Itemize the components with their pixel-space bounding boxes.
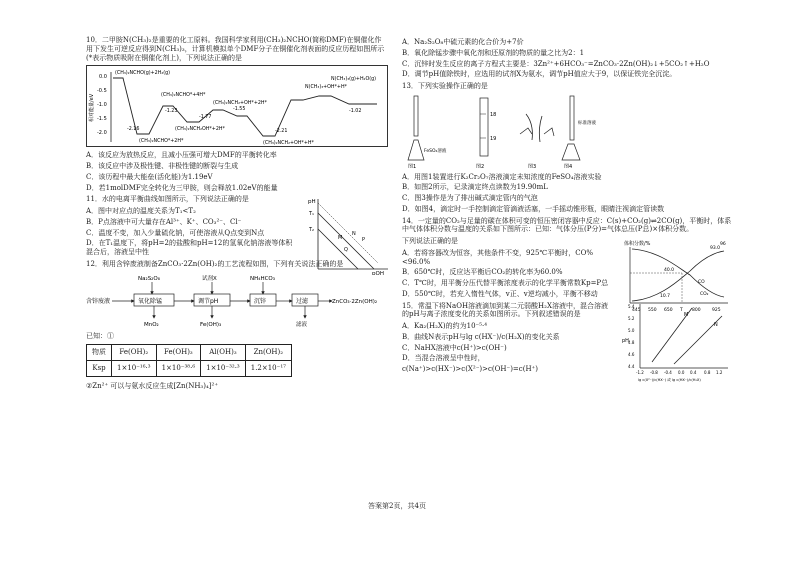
energy-profile-svg: [87, 66, 387, 146]
q14-option-d: D．550℃时，若充入惰性气体，v正、v逆均减小，平衡不移动: [402, 289, 598, 298]
q15-option-b: B．曲线N表示pH与lg c(HX⁻)/c(H₂X)的变化关系: [402, 332, 560, 341]
flow-product: ZnCO₃·2Zn(OH)₂: [332, 298, 378, 305]
flow-step: 调节pH: [198, 297, 219, 305]
chart-label: 40.0: [664, 267, 675, 273]
flow-reagent: 试剂X: [202, 275, 217, 282]
ytick: 0.0: [99, 74, 107, 81]
energy-value: -2.21: [275, 129, 288, 135]
q10-option-d: D．若1molDMF完全转化为三甲胺，则会释放1.02eV的能量: [86, 183, 278, 192]
line-n: N: [714, 321, 718, 328]
point-q: Q: [344, 247, 348, 254]
energy-ylabel: 相对能量/eV: [89, 94, 95, 123]
t2-label: T₂: [309, 227, 315, 234]
xtick: 925: [712, 307, 721, 313]
q15-block: [402, 301, 732, 382]
q15-option-c: C．NaHX溶液中c(H⁺)>c(OH⁻): [402, 343, 507, 352]
q12-option-d: D．调节pH值除铁时，应选用的试剂X为氨水，调节pH值应大于9，以保证铁完全沉淀。: [402, 70, 677, 79]
table-cell: 1.2×10⁻¹⁷: [245, 360, 291, 376]
q13-apparatus-figures: [402, 94, 732, 168]
q12-option-b: B．氧化除锰步骤中氧化剂和还原剂的物质的量之比为2：1: [402, 48, 585, 57]
ytick: 5.0: [628, 327, 635, 333]
fig-caption: 图1: [408, 163, 417, 168]
ytick: 4.6: [628, 351, 635, 357]
chart-label: CO: [698, 279, 705, 285]
fig-caption: 图2: [476, 163, 485, 168]
q13-option-c: C．图3操作是为了排出碱式滴定管内的气泡: [402, 194, 538, 202]
q10-option-a: A．该反应为放热反应，且减小压强可增大DMF的平衡转化率: [86, 151, 277, 160]
xtick: 0.8: [704, 369, 711, 375]
ksp-table: [86, 344, 292, 377]
xtick: 800: [692, 307, 701, 313]
chart-label: CO₂: [700, 291, 709, 297]
xtick: -1.2: [636, 369, 644, 375]
q13-stem: 13．下列实验操作正确的是: [402, 82, 488, 90]
fig-caption: 图4: [564, 163, 573, 168]
ytick: 5.4: [628, 303, 635, 309]
t1-label: T₁: [309, 211, 315, 218]
chart-label: 93.0: [710, 245, 721, 251]
xtick: 1.2: [716, 369, 723, 375]
species-label: (CH₃)₂NCH₂+OH*+H*: [263, 141, 314, 147]
q11-option-b: B．P点溶液中可大量存在Al³⁺、K⁺、CO₃²⁻、Cl⁻: [86, 217, 242, 226]
ytick: 5.2: [628, 315, 635, 321]
chart-xlabel: lg c(X²⁻)/c(HX⁻) 或 lg c(HX⁻)/c(H₂X): [638, 377, 701, 382]
ytick: 4.4: [628, 363, 635, 369]
fig1-label-text: FeSO₄溶液: [424, 148, 447, 154]
xtick: 0.0: [678, 369, 685, 375]
energy-value: -1.02: [349, 109, 362, 115]
energy-value: -2.16: [127, 127, 140, 133]
xtick: 550: [648, 307, 657, 313]
q11-option-d: D．在T₁温度下，将pH=2的盐酸和pH=12的氢氧化钠溶液等体积混合后，溶液呈中性: [86, 239, 293, 256]
ytick: -2.0: [97, 130, 107, 137]
table-header: 物质: [87, 345, 112, 361]
xtick: 445: [632, 307, 641, 313]
chart-ylabel: pH: [622, 337, 629, 344]
xtick: 650: [664, 307, 673, 313]
species-label: N(CH₃)₃(g)+H₂O(g): [331, 77, 377, 83]
q14-ask: 下列说法正确的是: [402, 237, 458, 245]
ytick: -0.5: [97, 88, 107, 95]
right-column: [402, 36, 732, 382]
flow-step: 过滤: [296, 297, 309, 305]
table-cell: 1×10⁻³⁸·⁶: [156, 360, 201, 376]
q11-water-graph: [308, 195, 392, 275]
species-label: (CH₃)₂NCH₂OH*+2H*: [175, 127, 225, 133]
fig2-tick: 18: [490, 111, 497, 118]
energy-value: -1.23: [165, 109, 178, 115]
q15-stem: 15．常温下将NaOH溶液滴加到某二元弱酸H₂X溶液中，混合溶液的pH与离子浓度变化的关系如图所示。下列叙述错误的是: [402, 301, 608, 319]
xtick: -0.4: [664, 369, 672, 375]
chart-label: 10.7: [660, 293, 671, 299]
flow-reagent: Na₂S₂O₈: [138, 275, 160, 282]
flow-start: 含锌废液: [86, 297, 111, 305]
q13-option-b: B．如图2所示，记录滴定终点读数为19.90mL: [402, 183, 548, 192]
ytick: -1.0: [97, 102, 107, 109]
q12-option-a: A．Na₂S₂O₈中硫元素的化合价为+7价: [402, 38, 524, 46]
q15-ph-chart: [622, 302, 732, 382]
page-footer: 答案第2页，共4页: [368, 502, 426, 510]
xtick: T: [680, 307, 683, 313]
table-row: [87, 345, 292, 361]
species-label: (CH₃)₂NCHO*+2H*: [139, 139, 184, 145]
q11-option-a: A．图中对应点的温度关系为T₁<T₂: [86, 207, 196, 215]
q10-option-c: C．该历程中最大能垒(活化能)为1.19eV: [86, 172, 213, 181]
line-m: M: [684, 311, 689, 318]
q12-stem: 12．利用含锌废液制备ZnCO₃·2Zn(OH)₂的工艺流程如图，下列有关说法正确的是: [86, 259, 344, 268]
left-column: [86, 36, 386, 393]
q13-option-d: D．如图4，滴定时一手控制滴定管滴液活塞，一手摇动锥形瓶，眼睛注视滴定管读数: [402, 204, 665, 213]
point-n: N: [352, 231, 356, 238]
graph-xlabel: pOH: [372, 271, 384, 276]
point-p: P: [362, 237, 366, 244]
q15-option-a: A．Ka₂(H₂X)的约为10⁻⁵·⁴: [402, 322, 488, 330]
chart-ylabel: 体积分数/%: [624, 240, 651, 247]
point-m: M: [338, 235, 343, 242]
energy-value: -1.77: [199, 115, 212, 121]
q14-option-c: C．T℃时，用平衡分压代替平衡浓度表示的化学平衡常数Kp=P总: [402, 279, 609, 287]
species-label: (CH₃)₂NCH₂+OH*+2H*: [213, 101, 267, 107]
q15-option-d: D．当混合溶液呈中性时，: [402, 354, 485, 363]
q14-option-b: B．650℃时，反应达平衡后CO₂的转化率为60.0%: [402, 268, 563, 277]
q12-option-c: C．沉锌时发生反应的离子方程式主要是：3Zn²⁺+6HCO₃⁻=ZnCO₃·2Zn(OH)₂↓+5CO₂↑+H₂O: [402, 59, 710, 68]
q15-option-d-cont: c(Na⁺)>c(HX⁻)>c(X²⁻)>c(OH⁻)=c(H⁺): [402, 365, 538, 373]
table-header: Al(OH)₃: [201, 345, 246, 361]
q14-stem: 14．一定量的CO₂与足量的碳在体积可变的恒压密闭容器中反应：C(s)+CO₂(g)⇌2CO(g)，平衡时，体系中气体体积分数与温度的关系如下图所示：已知：气体分压(P分)=气体总压(P总)×体积分数。: [402, 216, 732, 234]
flow-waste: Fe(OH)₃: [200, 321, 222, 328]
species-label: N(CH₃)₃+OH*+H*: [305, 85, 347, 91]
q12-flowchart: [86, 272, 386, 330]
graph-ylabel: pH: [308, 199, 316, 206]
q13-option-a: A．用图1装置进行K₂Cr₂O₇溶液滴定未知浓度的FeSO₄溶液实验: [402, 172, 602, 181]
table-header: Fe(OH)₃: [156, 345, 201, 361]
q11-stem: 11．水的电离平衡曲线如图所示，下列说法正确的是: [86, 195, 249, 204]
table-header: Fe(OH)₂: [112, 345, 157, 361]
fig-caption: 图3: [528, 163, 537, 168]
q10-stem: 10．二甲胺N(CH₃)₂是重要的化工原料。我国科学家利用(CH₃)₂NCHO(简称DMF)在铜催化作用下发生可逆反应得到N(CH₃)₃，计算机模拟单个DMF分子在铜催化剂表面的反应历程如图所示(*表示物质吸附在铜催化剂上)，下列说法正确的是: [86, 36, 385, 62]
flow-waste: 滤液: [296, 321, 308, 328]
species-label: (CH₃)₂NCHO(g)+2H₂(g): [115, 71, 171, 77]
chart-label: 96: [720, 241, 726, 247]
table-cell: 1×10⁻³²·³: [201, 360, 246, 376]
flow-step: 氧化除锰: [138, 297, 163, 305]
xtick: -0.8: [650, 369, 658, 375]
fig2-tick: 19: [490, 135, 497, 142]
q14-option-a: A．若将容器改为恒容，其他条件不变，925℃平衡时，CO%<96.0%: [402, 248, 593, 266]
flow-reagent: NH₄HCO₃: [250, 275, 275, 282]
q12-note2: ②Zn²⁺ 可以与氨水反应生成[Zn(NH₃)₄]²⁺: [86, 381, 219, 390]
q10-energy-diagram: [86, 65, 388, 147]
table-row: [87, 360, 292, 376]
flow-waste: MnO₂: [144, 321, 159, 328]
table-header: Zn(OH)₂: [245, 345, 291, 361]
energy-value: -1.55: [233, 107, 246, 113]
table-cell: 1×10⁻¹⁶·³: [112, 360, 157, 376]
xtick: 0.4: [690, 369, 697, 375]
species-label: (CH₃)₂NCHO*+4H*: [161, 93, 206, 99]
flow-step: 沉锌: [254, 297, 267, 305]
ytick: 4.8: [628, 339, 635, 345]
q10-option-b: B．该反应中涉及极性键、非极性键的断裂与生成: [86, 162, 239, 170]
table-cell: Ksp: [87, 360, 112, 376]
q11-option-c: C．温度不变，加入少量硫化钠，可使溶液从Q点变到N点: [86, 228, 265, 237]
ytick: -1.5: [97, 116, 107, 123]
fig4-label-text: 标准溶液: [578, 120, 596, 126]
q12-known: 已知：①: [86, 332, 114, 341]
